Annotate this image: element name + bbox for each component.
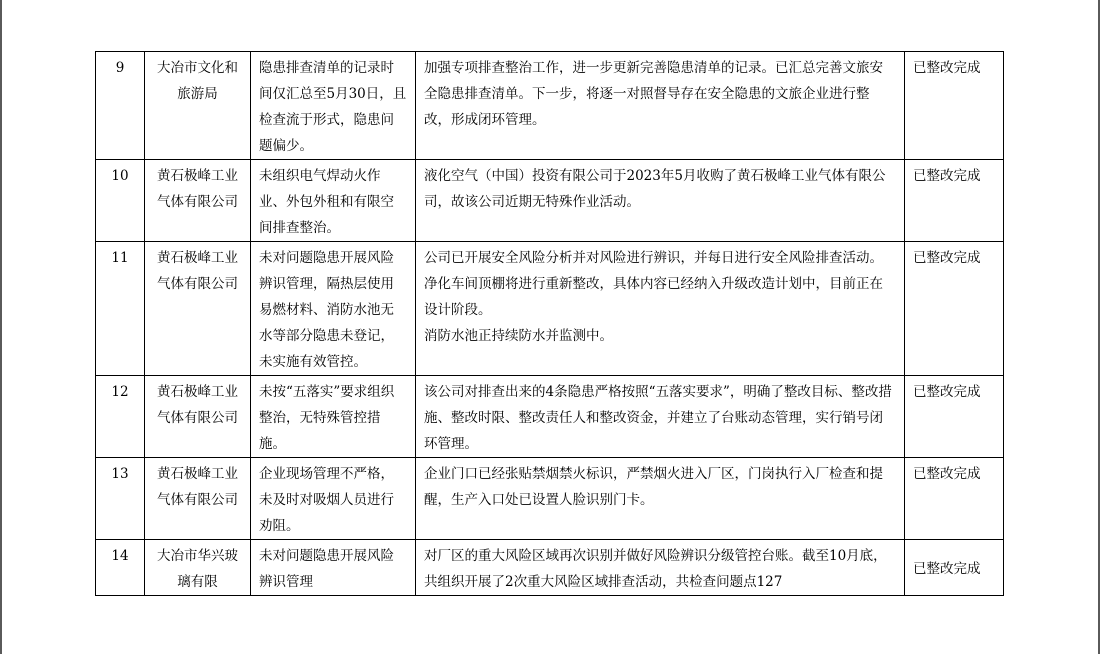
- rectification-measures: [416, 52, 905, 160]
- rectification-measures: [416, 160, 905, 242]
- measure-paragraph: 对厂区的重大风险区域再次识别并做好风险辨识分级管控台账。截至10月底，共组织开展了2次重大风险区域排查活动，共检查问题点127: [424, 548, 887, 590]
- measure-paragraph: 企业门口已经张贴禁烟禁火标识，严禁烟火进入厂区，门岗执行入厂检查和提醒，生产入口处已设置人脸识别门卡。: [424, 466, 883, 508]
- rectification-measures: [416, 540, 905, 596]
- status-text: 已整改完成: [905, 160, 1004, 242]
- rectification-table: [95, 51, 1004, 596]
- status-text: 已整改完成: [905, 458, 1004, 540]
- responsible-unit: 大冶市文化和旅游局: [145, 52, 251, 160]
- table-row: [96, 160, 1004, 242]
- rectification-measures: [416, 376, 905, 458]
- status-text: 已整改完成: [905, 540, 1004, 596]
- table-row: [96, 540, 1004, 596]
- issue-description: 未按“五落实”要求组织整治，无特殊管控措施。: [251, 376, 416, 458]
- responsible-unit: 黄石极峰工业气体有限公司: [145, 242, 251, 376]
- row-number: 13: [96, 458, 145, 540]
- responsible-unit: 黄石极峰工业气体有限公司: [145, 160, 251, 242]
- responsible-unit: 黄石极峰工业气体有限公司: [145, 376, 251, 458]
- status-text: 已整改完成: [905, 376, 1004, 458]
- row-number: 10: [96, 160, 145, 242]
- rectification-measures: [416, 458, 905, 540]
- measure-paragraph: 该公司对排查出来的4条隐患严格按照“五落实要求”，明确了整改目标、整改措施、整改时限、整改责任人和整改资金，并建立了台账动态管理，实行销号闭环管理。: [424, 384, 892, 452]
- table-row: [96, 52, 1004, 160]
- page-edge-left: [0, 0, 2, 654]
- responsible-unit: 大冶市华兴玻璃有限: [145, 540, 251, 596]
- measure-paragraph: 消防水池正持续防水并监测中。: [424, 328, 613, 344]
- table-row: [96, 242, 1004, 376]
- issue-description: 隐患排查清单的记录时间仅汇总至5月30日，且检查流于形式，隐患问题偏少。: [251, 52, 416, 160]
- rectification-measures: [416, 242, 905, 376]
- row-number: 12: [96, 376, 145, 458]
- issue-description: 未对问题隐患开展风险辨识管理: [251, 540, 416, 596]
- issue-description: 企业现场管理不严格，未及时对吸烟人员进行劝阻。: [251, 458, 416, 540]
- row-number: 11: [96, 242, 145, 376]
- row-number: 14: [96, 540, 145, 596]
- table-row: [96, 458, 1004, 540]
- status-text: 已整改完成: [905, 242, 1004, 376]
- measure-paragraph: 液化空气（中国）投资有限公司于2023年5月收购了黄石极峰工业气体有限公司，故该公司近期无特殊作业活动。: [424, 168, 886, 210]
- status-text: 已整改完成: [905, 52, 1004, 160]
- table-row: [96, 376, 1004, 458]
- issue-description: 未对问题隐患开展风险辨识管理，隔热层使用易燃材料、消防水池无水等部分隐患未登记，未实施有效管控。: [251, 242, 416, 376]
- row-number: 9: [96, 52, 145, 160]
- measure-paragraph: 公司已开展安全风险分析并对风险进行辨识，并每日进行安全风险排查活动。: [424, 250, 883, 266]
- measure-paragraph: 净化车间顶棚将进行重新整改，具体内容已经纳入升级改造计划中，目前正在设计阶段。: [424, 276, 883, 318]
- issue-description: 未组织电气焊动火作业、外包外租和有限空间排查整治。: [251, 160, 416, 242]
- measure-paragraph: 加强专项排查整治工作，进一步更新完善隐患清单的记录。已汇总完善文旅安全隐患排查清单。下一步，将逐一对照督导存在安全隐患的文旅企业进行整改，形成闭环管理。: [424, 60, 883, 128]
- responsible-unit: 黄石极峰工业气体有限公司: [145, 458, 251, 540]
